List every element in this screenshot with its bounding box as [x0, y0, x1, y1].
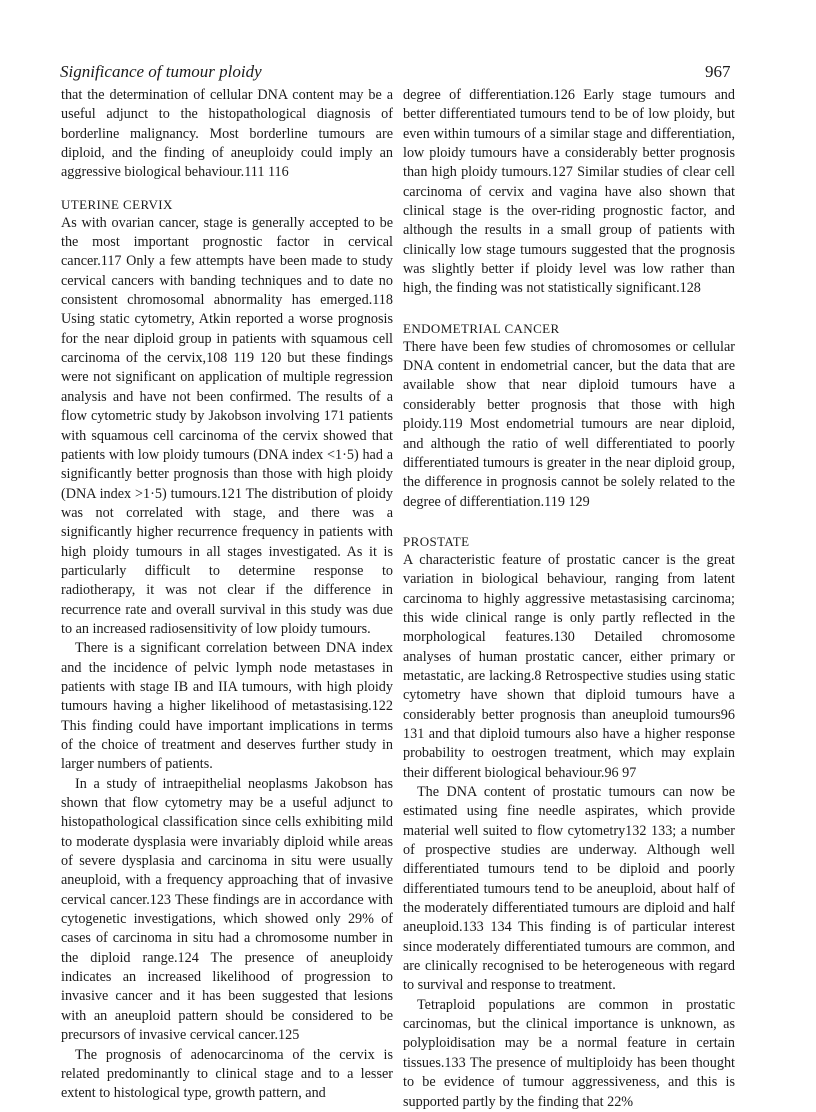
- paragraph: degree of differentiation.126 Early stage tumours and better differentiated tumours tend to be of low ploidy, but even within tumours of a similar stage and differentiation, low ploidy tumours have a considerably better prognosis than high ploidy tumours.127 Similar studies of clear cell carcinoma of cervix and vagina have also shown that clinical stage is the over-riding prognostic factor, and although the results in a small group of patients with clinically low stage tumours suggested that the prognosis was slightly better if ploidy level was low rather than high, the finding was not statistically significant.128: [403, 87, 735, 297]
- paragraph: that the determination of cellular DNA content may be a useful adjunct to the histopathological diagnosis of borderline malignancy. Most borderline tumours are diploid, and the finding of aneuploidy could imply an aggressive biological behaviour.111 116: [61, 87, 393, 181]
- paragraph: As with ovarian cancer, stage is generally accepted to be the most important prognostic factor in cervical cancer.117 Only a few attempts have been made to study cervical cancers with banding techniques and to date no consistent chromosomal abnormality has emerged.118 Using static cytometry, Atkin reported a worse prognosis for the near diploid group in patients with squamous cell carcinoma of the cervix,108 119 120 but these findings were not significant on application of multiple regression analysis and have not been confirmed. The results of a flow cytometric study by Jakobson involving 171 patients with squamous cell carcinoma of the cervix showed that patients with low ploidy tumours (DNA index <1·5) had a significantly better prognosis than those with high ploidy (DNA index >1·5) tumours.121 The distribution of ploidy was not correlated with stage, and there was a significantly higher recurrence frequency in patients with high ploidy tumours in all stages investigated. As it is particularly difficult to determine response to radiotherapy, it was not clear if the difference in recurrence rate and overall survival in this study was due to an increased radiosensitivity of low ploidy tumours.: [61, 214, 393, 637]
- paragraph: There have been few studies of chromosomes or cellular DNA content in endometrial cancer, but the data that are available show that near diploid tumours have a considerably better prognosis that those with high ploidy.119 Most endometrial tumours are near diploid, and although the ratio of well differentiated to poorly differentiated tumours is greater in the near diploid group, the difference in prognosis cannot be solely related to the degree of differentiation.119 129: [403, 338, 735, 510]
- section-heading-prostate: PROSTATE: [403, 533, 470, 549]
- right-column: [403, 86, 735, 1112]
- section-heading-endometrial-cancer: ENDOMETRIAL CANCER: [403, 320, 560, 336]
- page-number: 967: [705, 62, 731, 81]
- paragraph: The DNA content of prostatic tumours can now be estimated using fine needle aspirates, which provide material well suited to flow cytometry132 133; a number of prospective studies are underway. Although well differentiated tumours tend to be diploid and poorly differentiated tumours tend to be aneuploid, about half of the moderately differentiated tumours are diploid and half aneuploid.133 134 This finding is of particular interest since moderately differentiated tumours are common, and are clinically recognised to be heterogeneous with regard to survival and response to treatment.: [403, 784, 735, 994]
- paragraph: In a study of intraepithelial neoplasms Jakobson has shown that flow cytometry may be a useful adjunct to histopathological classification since cells exhibiting mild to moderate dysplasia were invariably diploid while areas of severe dysplasia and carcinoma in situ were usually aneuploid, with a frequency approaching that of invasive cervical cancer.123 These findings are in accordance with cytogenetic investigations, which showed only 29% of cases of carcinoma in situ had a chromosome number in the diploid range.124 The presence of aneuploidy indicates an increased likelihood of progression to invasive cancer and it has been suggested that lesions with an aneuploid pattern should be considered to be precursors of invasive cervical cancer.125: [61, 775, 393, 1044]
- section-heading-uterine-cervix: UTERINE CERVIX: [61, 196, 173, 212]
- paragraph: Tetraploid populations are common in prostatic carcinomas, but the clinical importance is unknown, as polyploidisation may be a normal feature in certain tissues.133 The presence of multiploidy has been thought to be evidence of tumour aggressiveness, and this is supported partly by the finding that 22%: [403, 996, 735, 1110]
- paragraph: The prognosis of adenocarcinoma of the cervix is related predominantly to clinical stage and to a lesser extent to histological type, growth pattern, and: [61, 1046, 393, 1102]
- paragraph: A characteristic feature of prostatic cancer is the great variation in biological behaviour, ranging from latent carcinoma to highly aggressive metastasising carcinoma; this wide clinical range is only partly reflected in the morphological features.130 Detailed chromosome analyses of human prostatic cancer, either primary or metastatic, are lacking.8 Retrospective studies using static cytometry have shown that diploid tumours have a considerably better prognosis than aneuploid tumours96 131 and that diploid tumours also have a higher response probability to oestrogen treatment, which may explain their different biological behaviour.96 97: [403, 551, 735, 781]
- paragraph: There is a significant correlation between DNA index and the incidence of pelvic lymph node metastases in patients with stage IB and IIA tumours, with high ploidy tumours having a higher likelihood of metastasising.122 This finding could have important implications in terms of the choice of treatment and deserves further study in larger numbers of patients.: [61, 640, 393, 773]
- running-title: Significance of tumour ploidy: [60, 62, 262, 81]
- left-column: [61, 86, 393, 1104]
